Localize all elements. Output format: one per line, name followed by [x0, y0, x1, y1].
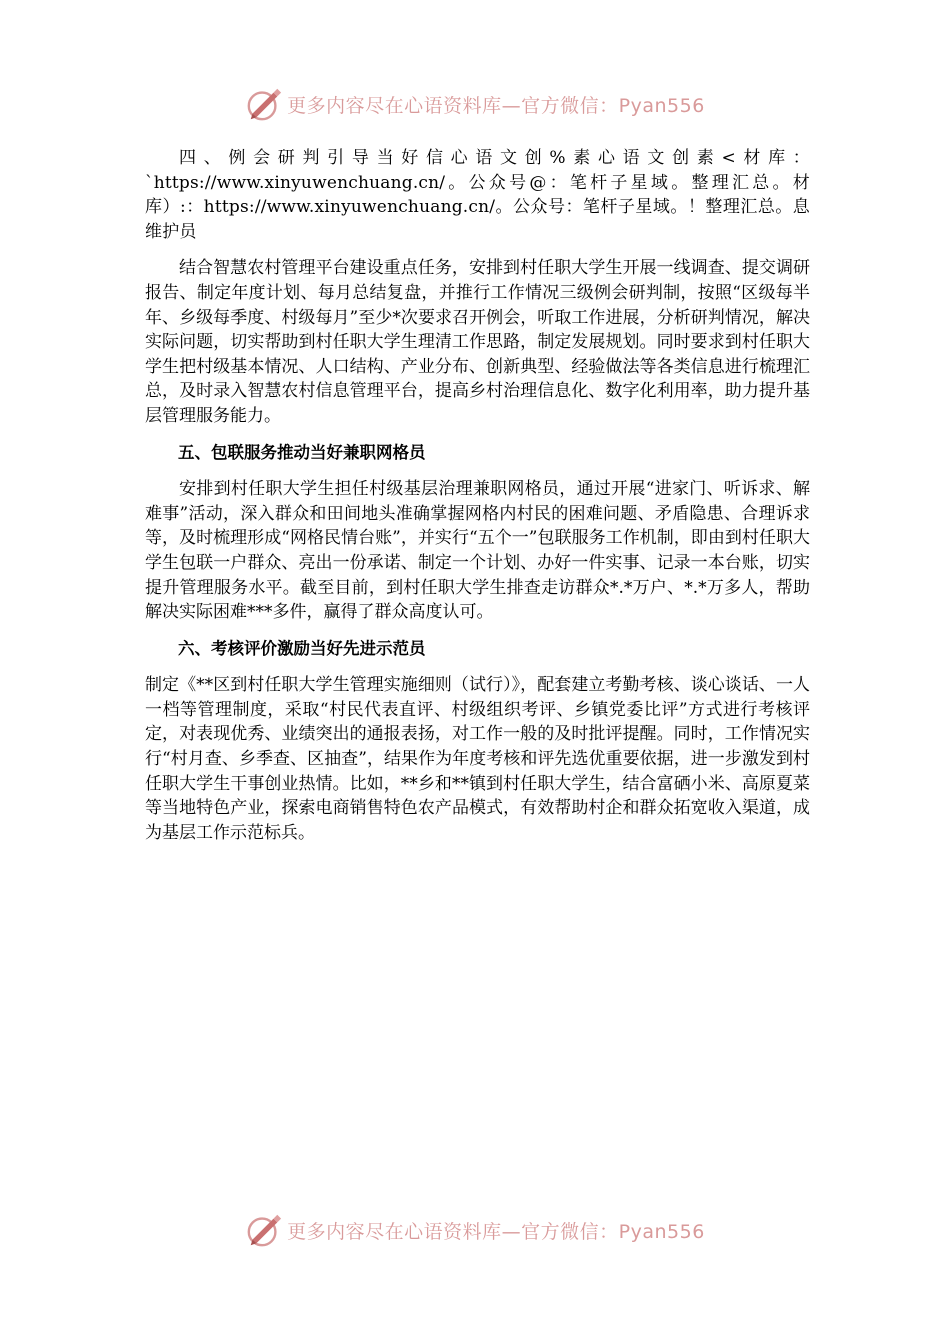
section-5-heading: 五、包联服务推动当好兼职网格员 [178, 442, 426, 462]
footer-watermark [0, 1210, 950, 1250]
paragraph-section-6-body: 制定《**区到村任职大学生管理实施细则（试行）》，配套建立考勤考核、谈心谈话、一人一档等管理制度，采取“村民代表直评、村级组织考评、乡镇党委比评”方式进行考核评定，对表现优秀、业绩突出的通报表扬，对工作一般的及时批评提醒。同时，工作情况实行“村月查、乡季查、区抽查”，结果作为年度考核和评先选优重要依据，进一步激发到村任职大学生干事创业热情。比如，**乡和**镇到村任职大学生，结合富硒小米、高原夏菜等当地特色产业，探索电商销售特色农产品模式，有效帮助村企和群众拓宽收入渠道，成为基层工作示范标兵。 [145, 675, 810, 843]
document-body [145, 146, 810, 857]
watermark-text: 更多内容尽在心语资料库—官方微信：Pyan556 [287, 1220, 705, 1243]
pen-logo-icon [245, 85, 283, 123]
paragraph-section-4-title: 四、例会研判引导当好信心语文创%素心语文创素<材库：`https://www.xinyuwenchuang.cn/。公众号@：笔杆子星域。整理汇总。材库）:：https://www.xinyuwenchuang.cn/。公众号：笔杆子星域。！整理汇总。息维护员 [145, 148, 810, 242]
header-watermark [0, 84, 950, 124]
paragraph-section-4-body: 结合智慧农村管理平台建设重点任务，安排到村任职大学生开展一线调查、提交调研报告、制定年度计划、每月总结复盘，并推行工作情况三级例会研判制，按照“区级每半年、乡级每季度、村级每月”至少*次要求召开例会，听取工作进展，分析研判情况，解决实际问题，切实帮助到村任职大学生理清工作思路，制定发展规划。同时要求到村任职大学生把村级基本情况、人口结构、产业分布、创新典型、经验做法等各类信息进行梳理汇总，及时录入智慧农村信息管理平台，提高乡村治理信息化、数字化利用率，助力提升基层管理服务能力。 [145, 258, 810, 426]
pen-logo-icon [245, 1211, 283, 1249]
watermark-text: 更多内容尽在心语资料库—官方微信：Pyan556 [287, 94, 705, 117]
paragraph-section-5-body: 安排到村任职大学生担任村级基层治理兼职网格员，通过开展“进家门、听诉求、解难事”活动，深入群众和田间地头准确掌握网格内村民的困难问题、矛盾隐患、合理诉求等，及时梳理形成“网格民情台账”，并实行“五个一”包联服务工作机制，即由到村任职大学生包联一户群众、亮出一份承诺、制定一个计划、办好一件实事、记录一本台账，切实提升管理服务水平。截至目前，到村任职大学生排查走访群众*.*万户、*.*万多人，帮助解决实际困难***多件，赢得了群众高度认可。 [145, 479, 810, 623]
section-6-heading: 六、考核评价激励当好先进示范员 [178, 638, 426, 658]
